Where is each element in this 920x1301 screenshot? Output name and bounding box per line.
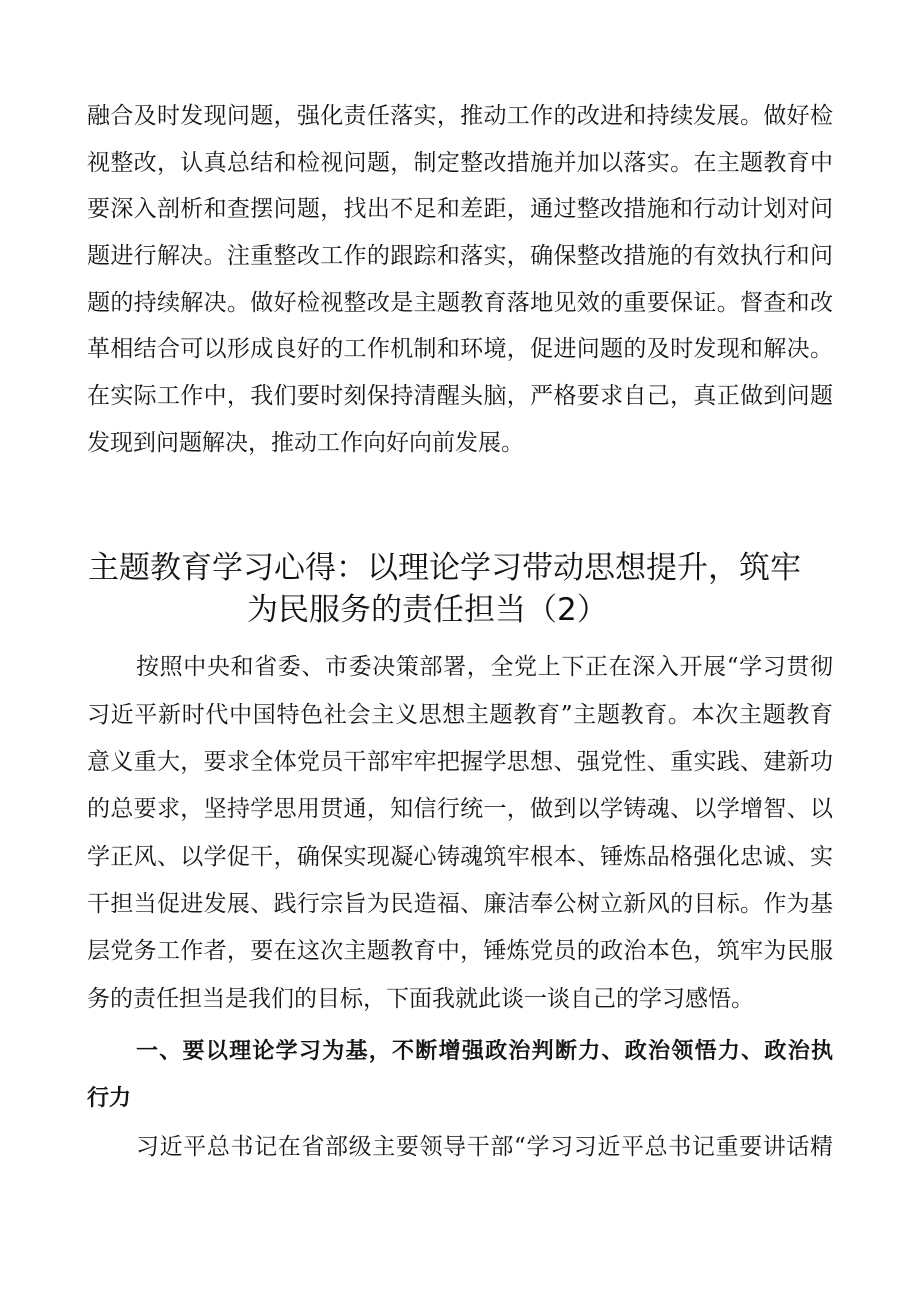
paragraph1-line-8: 发现到问题解决，推动工作向好向前发展。 (87, 430, 524, 456)
paragraph1-line-4: 题进行解决。注重整改工作的跟踪和落实，确保整改措施的有效执行和问 (87, 243, 833, 269)
paragraph2-line-6: 干担当促进发展、践行宗旨为民造福、廉洁奉公树立新风的目标。作为基 (87, 891, 833, 917)
paragraph2-line-7: 层党务工作者，要在这次主题教育中，锤炼党员的政治本色，筑牢为民服 (87, 938, 833, 964)
article-title-line-1: 主题教育学习心得：以理论学习带动思想提升，筑牢 (88, 550, 801, 586)
paragraph1-line-6: 革相结合可以形成良好的工作机制和环境，促进问题的及时发现和解决。 (87, 336, 833, 362)
paragraph1-line-2: 视整改，认真总结和检视问题，制定整改措施并加以落实。在主题教育中 (87, 150, 833, 176)
paragraph2-line-1: 按照中央和省委、市委决策部署，全党上下正在深入开展“学习贯彻 (136, 654, 833, 680)
paragraph2-line-2: 习近平新时代中国特色社会主义思想主题教育”主题教育。本次主题教育 (87, 702, 833, 728)
section-heading-line-2: 行力 (87, 1086, 132, 1111)
paragraph3-line-1: 习近平总书记在省部级主要领导干部“学习习近平总书记重要讲话精 (136, 1134, 833, 1160)
article-title-line-2: 为民服务的责任担当（2） (247, 592, 608, 628)
paragraph1-line-1: 融合及时发现问题，强化责任落实，推动工作的改进和持续发展。做好检 (87, 103, 833, 129)
section-heading-line-1: 一、要以理论学习为基，不断增强政治判断力、政治领悟力、政治执 (136, 1039, 833, 1064)
paragraph1-line-3: 要深入剖析和查摆问题，找出不足和差距，通过整改措施和行动计划对问 (87, 196, 833, 222)
paragraph1-line-5: 题的持续解决。做好检视整改是主题教育落地见效的重要保证。督查和改 (87, 290, 833, 316)
paragraph2-line-8: 务的责任担当是我们的目标，下面我就此谈一谈自己的学习感悟。 (87, 986, 754, 1012)
paragraph2-line-3: 意义重大，要求全体党员干部牢牢把握学思想、强党性、重实践、建新功 (87, 749, 833, 775)
paragraph2-line-4: 的总要求，坚持学思用贯通，知信行统一，做到以学铸魂、以学增智、以 (87, 796, 833, 822)
paragraph2-line-5: 学正风、以学促干，确保实现凝心铸魂筑牢根本、锤炼品格强化忠诚、实 (87, 844, 833, 870)
paragraph1-line-7: 在实际工作中，我们要时刻保持清醒头脑，严格要求自己，真正做到问题 (87, 383, 833, 409)
